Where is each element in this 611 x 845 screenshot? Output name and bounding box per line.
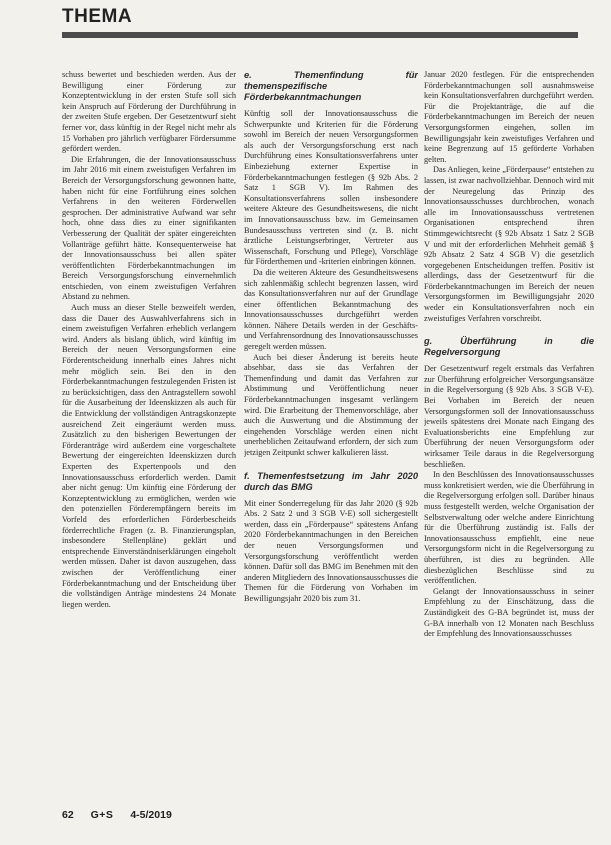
paragraph: Mit einer Sonderregelung für das Jahr 2020 (§ 92b Abs. 2 Satz 2 und 3 SGB V-E) soll sichergestellt werden, dass ein „Förderpause“ spätestens Anfang 2020 Förderbekanntmachungen in den Bereichen der neuen Versorgungsformen und Versorgungsforschung veröffentlicht werden können. Dafür soll das BMG im Benehmen mit den anderen Mitgliedern des Innovationsausschusses die Themen für die Förderung von Vorhaben im Bewilligungsjahr 2020 bis zum 31. xyxy=(244,498,418,603)
page-header xyxy=(0,0,611,40)
issue-number: 4-5/2019 xyxy=(130,809,172,821)
paragraph: Der Gesetzentwurf regelt erstmals das Verfahren zur Überführung erfolgreicher Versorgungsansätze in die Regelversorgung (§ 92b Abs. 3 SGB V-E). Bei Vorhaben im Bereich der neuen Versorgungsformen soll der Innovationsausschuss jeweils spätestens drei Monate nach Eingang des Evaluationsberichts eine Empfehlung zur Überführung der neuen Versorgungsform oder wirksamer Teile daraus in die Regelversorgung beschließen. xyxy=(424,364,594,469)
section-subheading: e. Themenfindung für themenspezifische Förderbekanntmachungen xyxy=(244,70,418,102)
text-column-right xyxy=(424,70,594,830)
text-column-middle xyxy=(244,70,418,830)
paragraph: Auch bei dieser Änderung ist bereits heute absehbar, dass sie das Verfahren der Themenfindung und damit das Verfahren zur Abstimmung und Veröffentlichung neuer Förderbekanntmachungen insgesamt verlängern wird. Die Erarbeitung der Themenvorschläge, aber auch die Auswertung und die Abstimmung der eingehenden Vorschläge werden einen nicht unerheblichen Zeitaufwand erfordern, der sich zum jetzigen Zeitpunkt schwer kalkulieren lässt. xyxy=(244,352,418,457)
paragraph: Auch muss an dieser Stelle bezweifelt werden, dass die Dauer des Auswahlverfahrens sich in einem zweistufigen Verfahren erheblich verlangern wird. Anders als bislang üblich, wird künftig im Bereich der neuen Versorgungsformen eine Förderentscheidung innerhalb eines Jahres nicht mehr möglich sein. Bei den in den Förderbekanntmachungen festzulegenden Fristen ist zu berücksichtigen, dass den Antragstellern sowohl für die Ausarbeitung der Ideenskizzen als auch für die Entwicklung der vollständigen Antragskonzepte ausreichend Zeit eingeräumt werden muss. Zusätzlich zu den bisherigen Bewertungen der Förderanträge wird außerdem eine vorgeschaltete Bewertung der eingereichten Ideenskizzen durch Experten des Expertenpools und den Innovationsausschuss erforderlich werden. Damit aber nicht genug: Um künftig eine Förderung der Konzeptentwicklung zu ermöglichen, werden wie den potenziellen Förderempfängern bereits im Vorfeld des erforderlichen Förderbescheids förderrechtliche Fragen (z. B. Finanzierungsplan, insbesondere Stellenpläne) geklärt und entsprechende Einverständniserklärungen eingeholt werden müssen. Daher ist davon auszugehen, dass zwischen der Veröffentlichung einer Förderbekanntmachung und der Entscheidung über die vollständigen Anträge mindestens 24 Monate liegen werden. xyxy=(62,303,236,609)
paragraph: Januar 2020 festlegen. Für die entsprechenden Förderbekanntmachungen soll ausnahmsweise kein Konsultationsverfahren durchgeführt werden. Für die Projektanträge, die auf die Förderbekanntmachungen im Bereich der neuen Versorgungsformen eingehen, sollen im Bewilligungsjahr kein zweistufiges Verfahren und keine Begrenzung auf 15 geförderte Vorhaben gelten. xyxy=(424,70,594,164)
header-rule xyxy=(62,32,578,38)
journal-name: G+S xyxy=(90,809,114,821)
page-number: 62 xyxy=(62,809,74,821)
paragraph: Da die weiteren Akteure des Gesundheitswesens sich zahlenmäßig schlecht begrenzen lassen, wird das Konsultationsverfahren nur auf der Grundlage einer öffentlichen Bekanntmachung des Innovationsausschusses durchgeführt werden können. Nähere Details werden in der Geschäfts- und Verfahrensordnung des Innovationsausschusses geregelt werden müssen. xyxy=(244,267,418,352)
paragraph: Künftig soll der Innovationsausschuss die Schwerpunkte und Kriterien für die Förderung sowohl im Bereich der neuen Versorgungsformen als auch der Versorgungsforschung erst nach Durchführung eines Konsultationsverfahrens unter Einbeziehung externer Expertise in Förderbekanntmachungen festlegen (§ 92b Abs. 2 Satz 1 SGB V). Im Rahmen des Konsultationsverfahrens sollen insbesondere weitere Akteure des Gesundheitswesens, die nicht im Innovationsausschuss bzw. im Gemeinsamen Bundesausschuss vertreten sind (z. B. nicht ärztliche Leistungserbringer, Vertreter aus Wissenschaft, Forschung und Pflege), Vorschläge für Förderthemen und -kriterien einbringen können. xyxy=(244,109,418,267)
paragraph: Gelangt der Innovationsausschuss in seiner Empfehlung zu der Einschätzung, dass die Zuständigkeit des G-BA begründet ist, muss der G-BA innerhalb von 12 Monaten nach Beschluss der Empfehlung des Innovationsausschusses xyxy=(424,586,594,639)
page-footer xyxy=(62,809,312,827)
section-subheading: g. Überführung in die Regelversorgung xyxy=(424,336,594,358)
paragraph: Die Erfahrungen, die der Innovationsausschuss im Jahr 2016 mit einem zweistufigen Verfahren im Bereich der Versorgungsforschung gewonnen hatte, haben nicht für eine Fortführung eines solchen Verfahrens in den weiteren Förderwellen gesprochen. Der administrative Aufwand war sehr hoch, ohne dass dies zu einer signifikanten Verbesserung der Qualität der später eingereichten Vollanträge geführt hätte. Konsequenterweise hat der Innovationsausschuss bei allen später veröffentlichten Förderbekanntmachungen im Bereich Versorgungsforschung einvernehmlich entschieden, von einem zweistufigen Verfahren Abstand zu nehmen. xyxy=(62,154,236,302)
paragraph: In den Beschlüssen des Innovationsausschusses muss konkretisiert werden, wie die Überführung in die Regelversorgung erfolgen soll. Darüber hinaus muss festgestellt werden, welche Organisation der Selbstverwaltung oder welche andere Einrichtung für die Überführung zuständig ist. Falls der Innovationsausschuss empfiehlt, eine neue Versorgungsform nicht in die Regelversorgung zu überführen, ist dies zu begründen. Alle diesbezüglichen Beschlüsse sind zu veröffentlichen. xyxy=(424,470,594,586)
text-column-left xyxy=(62,70,236,830)
paragraph: Das Anliegen, keine „Förderpause“ entstehen zu lassen, ist zwar nachvollziehbar. Dennoch wird mit der Neuregelung das Prinzip des Innovationsausschusses durchbrochen, wonach alle im Innovationsausschuss vertretenen Organisationen entsprechend ihren Stimmgewichtsrecht (§ 92b Absatz 1 Satz 2 SGB V und mit der erforderlichen Mehrheit gemäß § 92b Absatz 2 Satz 4 SGB V) die gesetzlich vorgegebenen Entscheidungen treffen. Positiv ist allerdings, dass der Gesetzentwurf für die Förderbekanntmachungen im Bereich der neuen Versorgungsformen im Bewilligungsjahr 2020 weder ein Konsultationsverfahren noch ein zweistufiges Verfahren vorschreibt. xyxy=(424,165,594,323)
section-title: THEMA xyxy=(62,6,133,27)
paragraph: schuss bewertet und beschieden werden. Aus der Bewilligung einer Förderung zur Konzeptentwicklung in der ersten Stufe soll sich kein Anspruch auf Förderung der Durchführung in der zweiten Stufe ergeben. Der Gesetzentwurf sieht ferner vor, dass künftig in der Regel nicht mehr als 15 Vorhaben pro jährlich verfügbarer Fördersumme gefördert werden. xyxy=(62,70,236,154)
section-subheading: f. Themenfestsetzung im Jahr 2020 durch das BMG xyxy=(244,470,418,492)
